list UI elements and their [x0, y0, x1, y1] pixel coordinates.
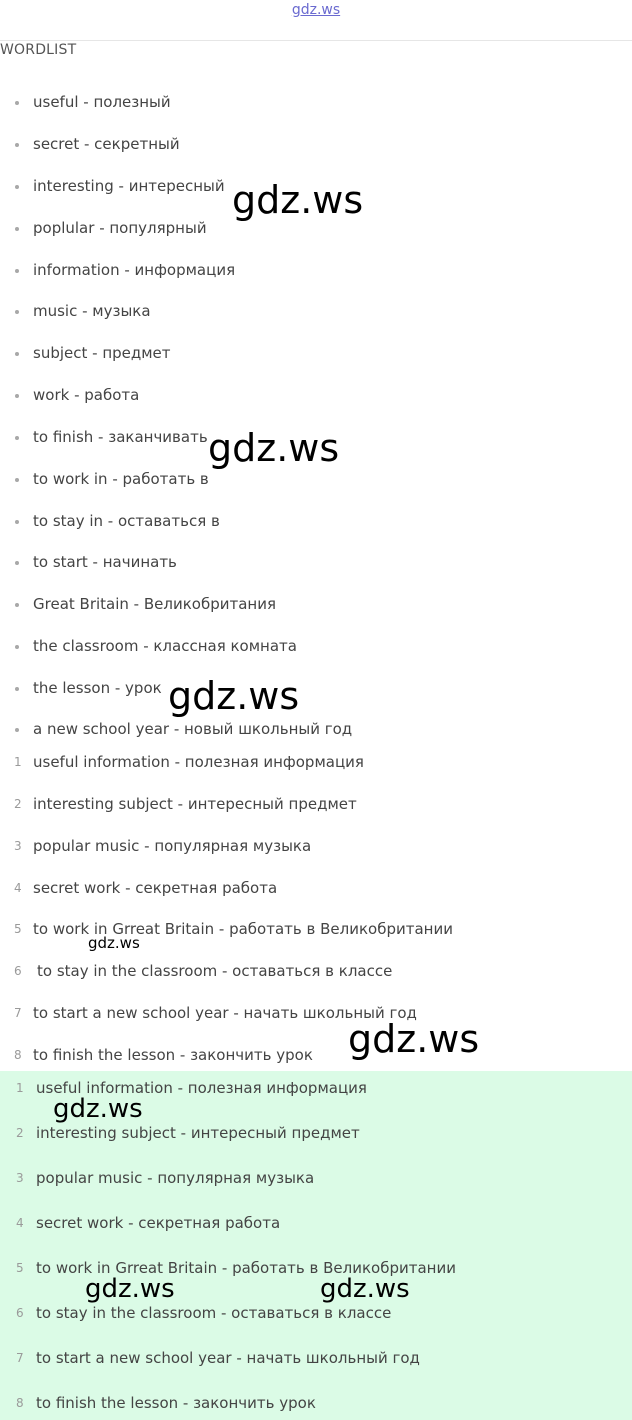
list-item-text: secret - секретный: [33, 135, 180, 153]
item-number: 6: [16, 1306, 24, 1320]
item-text: to work in Grreat Britain - работать в Великобритании: [36, 1259, 456, 1277]
item-number: 7: [14, 1006, 22, 1020]
bullet-icon: [15, 352, 19, 356]
item-text: useful information - полезная информация: [36, 1079, 367, 1097]
list-item-text: a new school year - новый школьный год: [33, 720, 353, 738]
bullet-icon: [15, 185, 19, 189]
item-number: 3: [14, 839, 22, 853]
bullet-icon: [15, 101, 19, 105]
list-item: [0, 635, 632, 657]
list-item-text: to work in - работать в: [33, 470, 209, 488]
answer-item: [0, 1167, 632, 1189]
item-text: to finish the lesson - закончить урок: [36, 1394, 316, 1412]
list-item: [0, 91, 632, 113]
item-number: 5: [16, 1261, 24, 1275]
item-text: interesting subject - интересный предмет: [36, 1124, 360, 1142]
list-item-text: to start - начинать: [33, 553, 177, 571]
item-text: to finish the lesson - закончить урок: [33, 1046, 313, 1064]
bullet-icon: [15, 478, 19, 482]
list-item-text: work - работа: [33, 386, 140, 404]
numbered-item: [0, 835, 632, 857]
item-number: 3: [16, 1171, 24, 1185]
list-item: [0, 259, 632, 281]
watermark: gdz.ws: [85, 1274, 175, 1304]
item-number: 2: [16, 1126, 24, 1140]
bullet-icon: [15, 687, 19, 691]
list-item-text: poplular - популярный: [33, 219, 207, 237]
item-number: 4: [16, 1216, 24, 1230]
list-item-text: information - информация: [33, 261, 236, 279]
bullet-icon: [15, 520, 19, 524]
bullet-icon: [15, 269, 19, 273]
list-item: [0, 718, 632, 740]
list-item: [0, 133, 632, 155]
list-item: [0, 342, 632, 364]
bullet-icon: [15, 436, 19, 440]
watermark: gdz.ws: [53, 1094, 143, 1124]
watermark: gdz.ws: [168, 674, 300, 718]
list-item: [0, 300, 632, 322]
list-item-text: interesting - интересный: [33, 177, 225, 195]
item-text: popular music - популярная музыка: [33, 837, 312, 855]
bullet-icon: [15, 728, 19, 732]
list-item-text: subject - предмет: [33, 344, 171, 362]
item-text: to work in Grreat Britain - работать в Великобритании: [33, 920, 453, 938]
wordlist-heading: WORDLIST: [0, 42, 77, 58]
numbered-item: [0, 1002, 632, 1024]
list-item: [0, 384, 632, 406]
numbered-item: [0, 751, 632, 773]
list-item-text: to stay in - оставаться в: [33, 512, 220, 530]
list-item-text: music - музыка: [33, 302, 151, 320]
item-text: useful information - полезная информация: [33, 753, 364, 771]
watermark: gdz.ws: [88, 934, 140, 952]
item-number: 7: [16, 1351, 24, 1365]
watermark: gdz.ws: [348, 1017, 480, 1061]
list-item-text: to finish - заканчивать: [33, 428, 208, 446]
bullet-icon: [15, 227, 19, 231]
answer-item: [0, 1392, 632, 1414]
answer-item: [0, 1347, 632, 1369]
bullet-icon: [15, 394, 19, 398]
item-text: to stay in the classroom - оставаться в классе: [36, 1304, 392, 1322]
list-item: [0, 551, 632, 573]
numbered-item: [0, 877, 632, 899]
item-text: secret work - секретная работа: [33, 879, 278, 897]
answer-item: [0, 1302, 632, 1324]
item-text: interesting subject - интересный предмет: [33, 795, 357, 813]
item-number: 8: [14, 1048, 22, 1062]
list-item-text: the lesson - урок: [33, 679, 162, 697]
bullet-icon: [15, 603, 19, 607]
numbered-item: [0, 960, 632, 982]
item-number: 1: [14, 755, 22, 769]
answer-item: [0, 1212, 632, 1234]
answer-item: [0, 1122, 632, 1144]
list-item: [0, 468, 632, 490]
list-item: [0, 677, 632, 699]
list-item-text: the classroom - классная комната: [33, 637, 297, 655]
numbered-item: [0, 1044, 632, 1066]
item-text: popular music - популярная музыка: [36, 1169, 315, 1187]
watermark: gdz.ws: [232, 178, 364, 222]
site-link[interactable]: gdz.ws: [291, 2, 341, 18]
bullet-icon: [15, 310, 19, 314]
item-text: to start a new school year - начать школьный год: [36, 1349, 420, 1367]
item-number: 8: [16, 1396, 24, 1410]
item-text: secret work - секретная работа: [36, 1214, 281, 1232]
item-number: 4: [14, 881, 22, 895]
bullet-icon: [15, 561, 19, 565]
list-item: [0, 510, 632, 532]
header-divider: [0, 40, 632, 41]
item-text: to start a new school year - начать школьный год: [33, 1004, 417, 1022]
bullet-icon: [15, 143, 19, 147]
list-item: [0, 593, 632, 615]
watermark: gdz.ws: [320, 1274, 410, 1304]
item-number: 5: [14, 922, 22, 936]
list-item-text: Great Britain - Великобритания: [33, 595, 276, 613]
item-number: 2: [14, 797, 22, 811]
list-item-text: useful - полезный: [33, 93, 171, 111]
item-number: 6: [14, 964, 22, 978]
item-text: to stay in the classroom - оставаться в классе: [37, 962, 393, 980]
item-number: 1: [16, 1081, 24, 1095]
numbered-item: [0, 793, 632, 815]
watermark: gdz.ws: [208, 426, 340, 470]
bullet-icon: [15, 645, 19, 649]
